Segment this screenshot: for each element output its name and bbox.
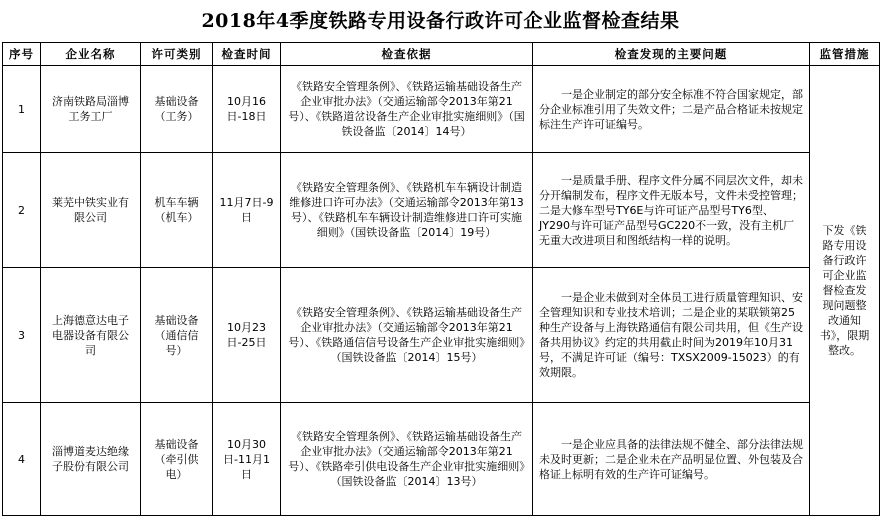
row-issues: 一是企业未做到对全体员工进行质量管理知识、安全管理知识和专业技术培训；二是企业的某联锁第25种生产设备与上海铁路通信有限公司共用，但《生产设备共用协议》约定的共用截止时间为2019年10月31号，不满足许可证（编号：TXSX2009-15023）的有效期限。	[533, 268, 810, 403]
row-basis: 《铁路安全管理条例》、《铁路机车车辆设计制造维修进口许可办法》（交通运输部令2013年第13号）、《铁路机车车辆设计制造维修进口许可实施细则》（国铁设备监〔2014〕19号）	[281, 153, 533, 268]
row-time: 10月23日-25日	[213, 268, 281, 403]
row-company: 莱芜中铁实业有限公司	[41, 153, 141, 268]
supervision-measure: 下发《铁路专用设备行政许可企业监督检查发现问题整改通知书》，限期整改。	[810, 66, 880, 516]
row-company: 济南铁路局淄博工务工厂	[41, 66, 141, 153]
row-time: 11月7日-9日	[213, 153, 281, 268]
row-issues: 一是质量手册、程序文件分属不同层次文件，却未分开编制发布，程序文件无版本号，文件未受控管理；二是大修车型号TY6E与许可证产品型号TY6型、JY290与许可证产品型号GC220不一致，没有主机厂无重大改进项目和图纸结构一样的说明。	[533, 153, 810, 268]
header-time: 检查时间	[213, 43, 281, 66]
row-basis: 《铁路安全管理条例》、《铁路运输基础设备生产企业审批办法》（交通运输部令2013年第21号）、《铁路牵引供电设备生产企业审批实施细则》（国铁设备监〔2014〕13号）	[281, 403, 533, 516]
row-serial: 3	[3, 268, 41, 403]
row-basis: 《铁路安全管理条例》、《铁路运输基础设备生产企业审批办法》（交通运输部令2013年第21号）、《铁路道岔设备生产企业审批实施细则》（国铁设备监〔2014〕14号）	[281, 66, 533, 153]
row-serial: 1	[3, 66, 41, 153]
header-basis: 检查依据	[281, 43, 533, 66]
row-category: 基础设备（牵引供电）	[141, 403, 213, 516]
row-issues: 一是企业制定的部分安全标准不符合国家规定，部分企业标准引用了失效文件；二是产品合格证未按规定标注生产许可证编号。	[533, 66, 810, 153]
header-serial: 序号	[3, 43, 41, 66]
row-company: 上海德意达电子电器设备有限公司	[41, 268, 141, 403]
header-issues: 检查发现的主要问题	[533, 43, 810, 66]
row-category: 基础设备（通信信号）	[141, 268, 213, 403]
row-time: 10月16日-18日	[213, 66, 281, 153]
row-serial: 2	[3, 153, 41, 268]
header-category: 许可类别	[141, 43, 213, 66]
row-basis: 《铁路安全管理条例》、《铁路运输基础设备生产企业审批办法》（交通运输部令2013年第21号）、《铁路通信信号设备生产企业审批实施细则》（国铁设备监〔2014〕15号）	[281, 268, 533, 403]
row-category: 基础设备（工务）	[141, 66, 213, 153]
header-measure: 监管措施	[810, 43, 880, 66]
inspection-results-table	[2, 42, 880, 516]
header-company: 企业名称	[41, 43, 141, 66]
row-category: 机车车辆（机车）	[141, 153, 213, 268]
page-title: 2018年4季度铁路专用设备行政许可企业监督检查结果	[201, 10, 680, 32]
table-header-row	[3, 43, 880, 66]
row-company: 淄博道麦达绝缘子股份有限公司	[41, 403, 141, 516]
table-row	[3, 268, 880, 403]
table-row	[3, 153, 880, 268]
table-row	[3, 403, 880, 516]
row-issues: 一是企业应具备的法律法规不健全、部分法律法规未及时更新；二是企业未在产品明显位置、外包装及合格证上标明有效的生产许可证编号。	[533, 403, 810, 516]
row-time: 10月30日-11月1日	[213, 403, 281, 516]
table-row	[3, 66, 880, 153]
row-serial: 4	[3, 403, 41, 516]
